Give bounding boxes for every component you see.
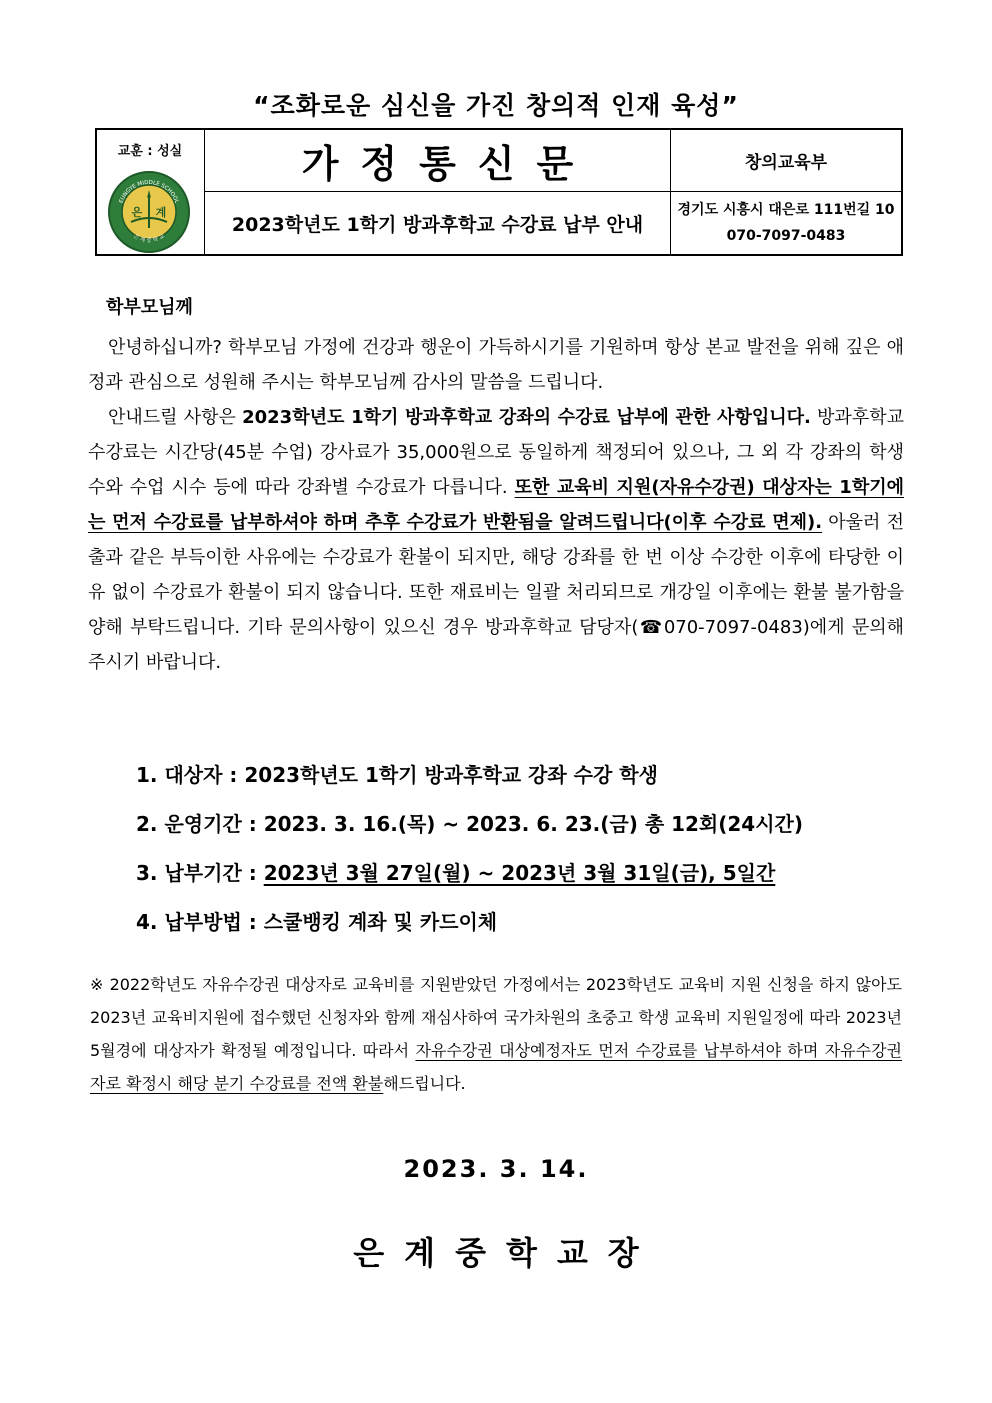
info-list: [136, 755, 896, 951]
issue-date: 2023. 3. 14.: [403, 1155, 589, 1183]
notice-subtitle: 2023학년도 1학기 방과후학교 수강료 납부 안내: [205, 192, 671, 254]
emblem-right-char: 계: [155, 206, 167, 219]
school-motto-label: 교훈 : 성실: [117, 144, 183, 159]
fee-paragraph-topic: 2023학년도 1학기 방과후학교 강좌의 수강료 납부에 관한 사항입니다.: [242, 407, 811, 428]
school-phone: 070-7097-0483: [726, 228, 846, 244]
list-item: 4. 납부방법 : 스쿨뱅킹 계좌 및 카드이체: [136, 910, 498, 934]
newsletter-title: 가정통신문: [301, 142, 596, 186]
voucher-note: ※ 2022학년도 자유수강권 대상자로 교육비를 지원받았던 가정에서는 2023학년도 교육비 지원 신청을 하지 않아도 2023년 교육비지원에 접수했던 신청자와 함께 재심사하여 국가차원의 초중고 학생 교육비 지원일정에 따라 2023년 5월경에 대상자가 확정될 예정입니다. 따라서 자유수강권 대상예정자도 먼저 수강료를 납부하셔야 하며 자유수강권자로 확정시 해당 분기 수강료를 전액 환불해드립니다.: [90, 975, 903, 1093]
school-motto: “조화로운 심신을 가진 창의적 인재 육성”: [253, 91, 739, 120]
emblem-arc-text: EUNGYE MIDDLE SCHOOL: [118, 179, 180, 205]
title-cell: [205, 130, 671, 192]
fee-paragraph-voucher-notice: 또한 교육비 지원(자유수강권) 대상자는 1학기에는 먼저 수강료를 납부하셔야 하며 추후 수강료가 반환됨을 알려드립니다(이후 수강료 면제).: [88, 477, 904, 533]
fee-paragraph-part5: 아울러 전출과 같은 부득이한 사유에는 수강료가 환불이 되지만, 해당 강좌를 한 번 이상 수강한 이후에 타당한 이유 없이 수강료가 환불이 되지 않습니다. 또한 재료비는 일괄 처리되므로 개강일 이후에는 환불 불가함을 양해 부탁드립니다. 기타 문의사항이 있으신 경우 방과후학교 담당자(☎070-7097-0483)에게 문의해주시기 바랍니다.: [88, 512, 905, 673]
school-address: 경기도 시흥시 대은로 111번길 10: [677, 202, 895, 218]
list-item: 3. 납부기간 : 2023년 3월 27일(월) ~ 2023년 3월 31일(금), 5일간: [136, 861, 776, 885]
fee-paragraph-part3: 방과후학교 수강료는 시간당(45분 수업) 강사료가 35,000원으로 동일하게 책정되어 있으나, 그 외 각 강좌의 학생 수와 수업 시수 등에 따라 강좌별 수강료가 다릅니다.: [88, 407, 904, 498]
list-item: 1. 대상자 : 2023학년도 1학기 방과후학교 강좌 수강 학생: [136, 763, 658, 787]
greeting: 학부모님께: [106, 297, 193, 318]
contact-cell: [671, 192, 901, 254]
emblem-bottom-text: 은 계 중 학 교: [132, 233, 166, 244]
logo-cell: [97, 130, 205, 254]
emblem-left-char: 은: [131, 206, 143, 219]
fee-paragraph: [88, 400, 904, 680]
principal-signature: 은계중학교장: [353, 1234, 659, 1272]
voucher-note-refund: 자유수강권 대상예정자도 먼저 수강료를 납부하셔야 하며 자유수강권자로 확정시 해당 분기 수강료를 전액 환불: [90, 1041, 903, 1093]
list-item: 2. 운영기간 : 2023. 3. 16.(목) ~ 2023. 6. 23.(금) 총 12회(24시간): [136, 812, 804, 836]
newsletter-header: [95, 128, 903, 256]
school-emblem-icon: [107, 170, 191, 254]
department-name: 창의교육부: [671, 130, 901, 192]
intro-paragraph: 안녕하십니까? 학부모님 가정에 건강과 행운이 가득하시기를 기원하며 항상 본교 발전을 위해 깊은 애정과 관심으로 성원해 주시는 학부모님께 감사의 말씀을 드립니다.: [88, 337, 904, 393]
fee-paragraph-part1: 안내드릴 사항은: [108, 407, 243, 428]
payment-period-value: 2023년 3월 27일(월) ~ 2023년 3월 31일(금), 5일간: [263, 861, 776, 885]
